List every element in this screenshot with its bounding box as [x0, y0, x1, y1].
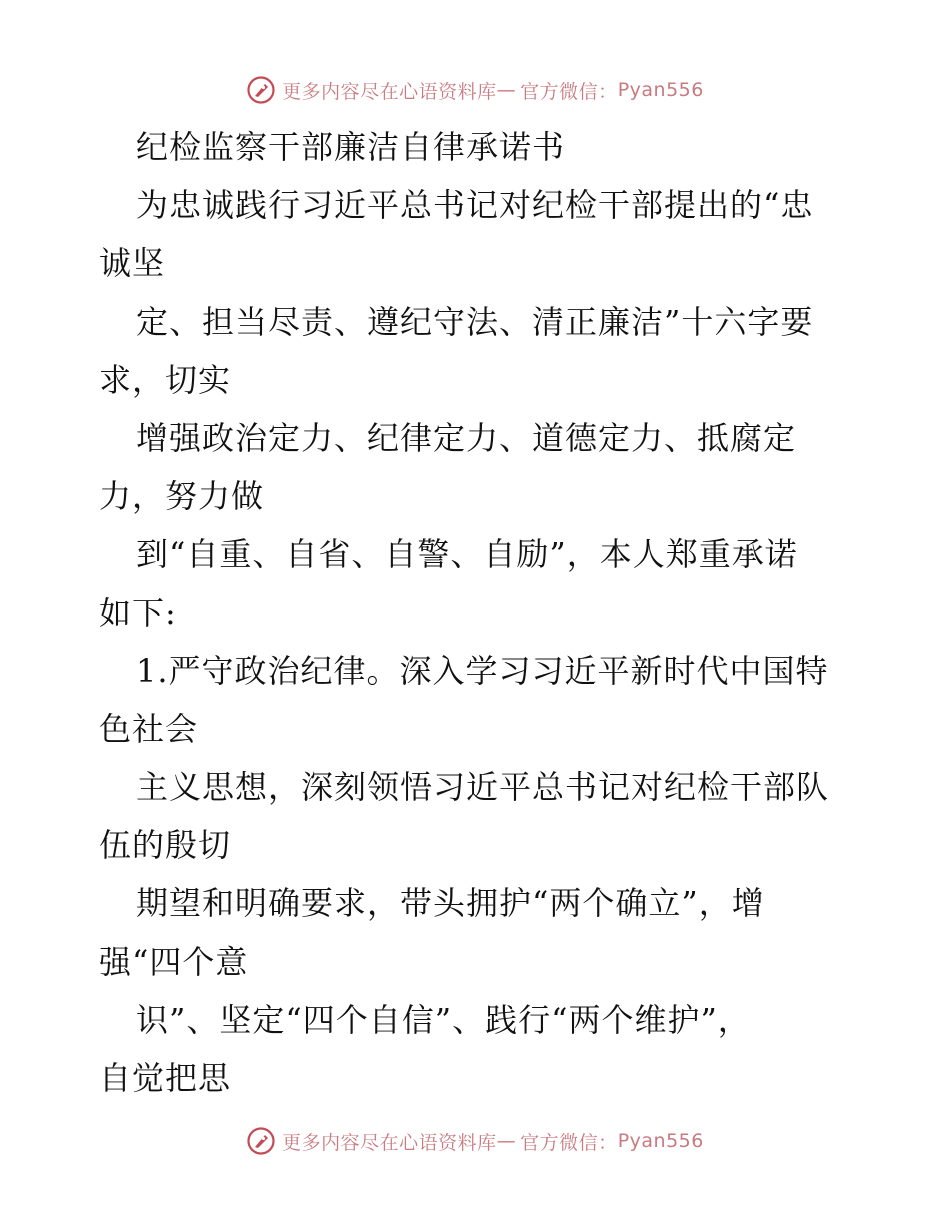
watermark-site-text: 更多内容尽在心语资料库 [282, 80, 497, 103]
text-line: 定、担当尽责、遵纪守法、清正廉洁”十六字要 [136, 302, 814, 341]
text-line: 力，努力做 [99, 477, 265, 516]
text-line: 强“四个意 [99, 942, 249, 981]
watermark-separator: — [496, 79, 517, 101]
document-body [99, 118, 859, 1107]
text-line: 期望和明确要求，带头拥护“两个确立”，增 [136, 884, 765, 923]
header-watermark [0, 70, 950, 110]
text-line: 自觉把思 [99, 1059, 232, 1097]
text-line: 增强政治定力、纪律定力、道德定力、抵腐定 [136, 418, 797, 457]
text-line: 诚坚 [99, 244, 166, 283]
text-line: 到“自重、自省、自警、自励”，本人郑重承诺 [136, 535, 798, 574]
document-title: 纪检监察干部廉洁自律承诺书 [136, 128, 566, 166]
text-line: 求，切实 [99, 360, 232, 399]
text-line: 1.严守政治纪律。深入学习习近平新时代中国特 [136, 651, 829, 690]
text-line: 主义思想，深刻领悟习近平总书记对纪检干部队 [136, 768, 830, 807]
footer-watermark [0, 1121, 950, 1161]
text-line: 如下: [99, 593, 177, 632]
pen-nib-circle-icon [246, 1126, 276, 1156]
text-line: 识”、坚定“四个自信”、践行“两个维护”， [136, 1000, 751, 1039]
text-line: 色社会 [99, 709, 199, 748]
watermark-wechat-id: Pyan556 [617, 79, 704, 101]
pen-nib-circle-icon [246, 75, 276, 105]
watermark-separator: — [496, 1130, 517, 1152]
watermark-wechat-label: 官方微信： [520, 80, 618, 103]
text-line: 为忠诚践行习近平总书记对纪检干部提出的“忠 [136, 186, 814, 225]
text-line: 伍的殷切 [99, 826, 232, 865]
watermark-site-text: 更多内容尽在心语资料库 [282, 1131, 497, 1154]
watermark-wechat-label: 官方微信： [520, 1131, 618, 1154]
watermark-wechat-id: Pyan556 [617, 1130, 704, 1152]
